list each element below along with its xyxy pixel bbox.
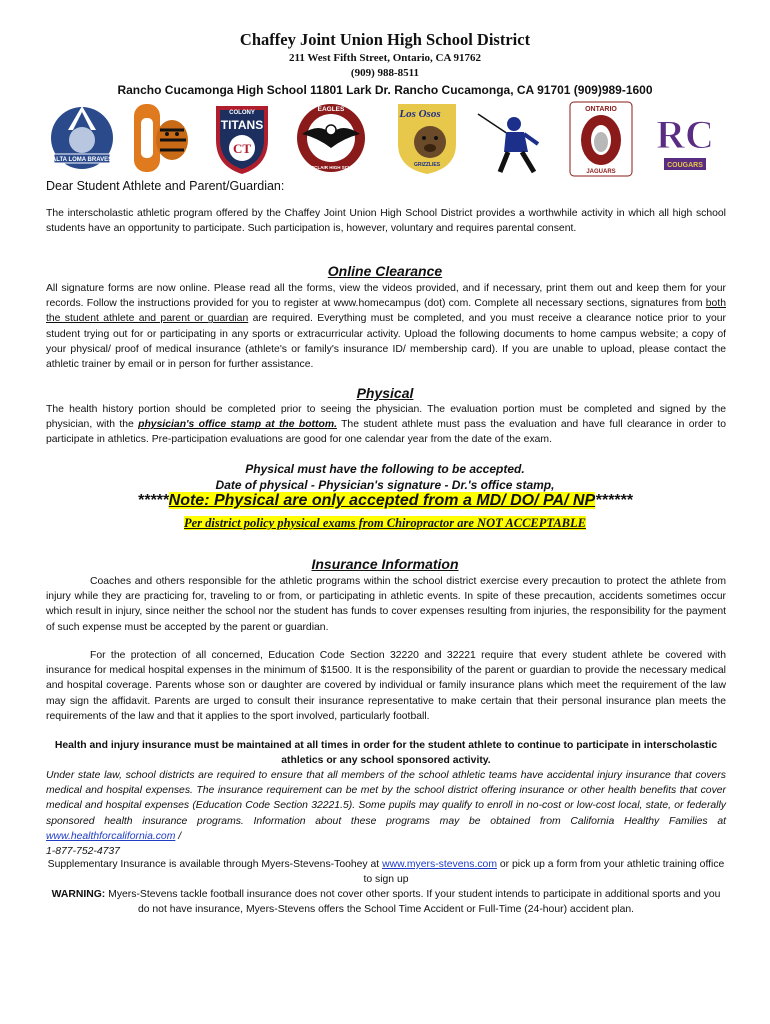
physical-requirement-2: Date of physical - Physician's signature - Dr.'s office stamp,: [215, 478, 555, 492]
policy-text: Per district policy physical exams from Chiropractor are NOT ACCEPTABLE: [184, 516, 586, 530]
montclair-eagles-logo: [290, 100, 372, 176]
insurance-bold-statement: Health and injury insurance must be maintained at all times in order for the student athlete to continue to participate in interscholastic athletics or any school sponsored activity.: [54, 740, 718, 767]
colony-logo-main: TITANS: [220, 118, 264, 132]
los-osos-logo: [392, 100, 462, 176]
los-osos-logo-sub: GRIZZLIES: [413, 162, 441, 168]
physical-heading: Physical: [356, 385, 414, 401]
online-clearance-paragraph: [46, 281, 726, 372]
los-osos-logo-text: Los Osos: [399, 108, 441, 120]
eagles-logo-text: EAGLES: [317, 106, 345, 113]
note-text: Note: Physical are only accepted from a MD/ DO/ PA/ NP: [168, 492, 596, 509]
rc-cougars-logo: [650, 100, 720, 178]
colony-logo-mono: CT: [232, 141, 252, 156]
online-p1: All signature forms are now online. Please read all the forms, view the videos provided, and if necessary, print them out and keep them for your records. Follow the instructions provided for you to register at www.homecampus (dot) com. Complete all necessary sections, signatures from: [46, 283, 726, 310]
greeting: Dear Student Athlete and Parent/Guardian:: [46, 179, 285, 193]
supp-text-2: or pick up a form from your athletic training office to sign up: [363, 859, 725, 886]
online-p1-rest: are required. Everything must be completed, and you must receive a clearance notice prior to your student trying out for or participating in any sports or extracurricular activity. Upload the following documents to home campus website; a copy of your physical/ proof of medical insurance (athlete's or family's insurance ID/ membership card). If you are unable to upload, please contact the athletic trainer by email or in person for further assistance.: [46, 313, 726, 371]
physical-p1: The health history portion should be completed prior to seeing the physician. The evaluation portion must be completed and signed by the physician, with the: [46, 404, 726, 431]
colony-titans-logo: [210, 100, 274, 176]
fencer-logo: [474, 100, 546, 176]
district-phone: (909) 988-8511: [350, 67, 420, 79]
physical-p1-emph: physician's office stamp at the bottom.: [138, 419, 337, 431]
online-p1-underline: both the student athlete and parent or guardian: [46, 298, 726, 325]
insurance-state-law: [46, 768, 726, 859]
alta-loma-logo: [46, 100, 118, 172]
healthy-families-phone: 1-877-752-4737: [46, 846, 120, 858]
rc-logo-sub: COUGARS: [667, 162, 703, 169]
supp-text-1: Supplementary Insurance is available through Myers-Stevens-Toohey at: [47, 859, 383, 870]
note-suffix: ******: [595, 492, 633, 509]
rc-logo-text: RC: [656, 112, 714, 157]
warning-paragraph: [46, 887, 726, 917]
ontario-logo-bottom: JAGUARS: [586, 169, 616, 175]
ontario-jaguars-logo: [566, 100, 636, 178]
ontario-logo-top: ONTARIO: [585, 106, 617, 113]
healthy-families-link[interactable]: www.healthforcalifornia.com: [46, 830, 176, 842]
insurance-p1: Coaches and others responsible for the athletic programs within the school district exercise every precaution to protect the athlete from injury while they are practicing for, traveling to or from, or participating in athletic events. In spite of these precaution, accidents sometimes occur which result in injury, since neither the school nor the student has funds to cover expenses resulting from injuries, the responsibility for the payment of such expense must be accepted by the parent or guardian.: [46, 576, 726, 633]
state-law-text: Under state law, school districts are required to ensure that all members of the school athletic teams have accidental injury insurance that covers medical and hospital expenses. The insurance requirement can be met by the school district offering insurance or other health benefits that cover medical and hospital expenses (Education Code Section 32221.5). Some pupils may qualify to enroll in no-cost or low-cost local, state, or federally sponsored health insurance programs. Information about these programs may be obtained from California Healthy Families at: [46, 770, 726, 827]
state-law-tail: /: [175, 830, 182, 842]
chaffey-tiger-logo: [130, 100, 190, 176]
school-logos: [46, 100, 726, 180]
montclair-logo-text: MONTCLAIR HIGH SCHOOL: [301, 165, 361, 170]
physical-note: [0, 492, 770, 510]
insurance-paragraph-1: [46, 574, 726, 635]
supplementary-insurance: [46, 857, 726, 887]
alta-loma-logo-text: ALTA LOMA BRAVES: [51, 157, 113, 163]
rancho-address: Rancho Cucamonga High School 11801 Lark Dr. Rancho Cucamonga, CA 91701 (909)989-1600: [117, 83, 653, 97]
chiropractor-policy: [0, 516, 770, 531]
insurance-paragraph-2: [46, 648, 726, 724]
physical-p1-rest: The student athlete must pass the evaluation and have full clearance in order to participate in athletics. Pre-participation evaluations are good for one calendar year from the date of the exam.: [46, 419, 726, 446]
warning-label: WARNING:: [51, 889, 106, 900]
insurance-heading: Insurance Information: [311, 556, 459, 572]
district-address: 211 West Fifth Street, Ontario, CA 91762: [288, 52, 482, 64]
insurance-p2: For the protection of all concerned, Education Code Section 32220 and 32221 require that every student athlete be covered with insurance for medical hospital expenses in the minimum of $1500. It is the responsibility of the parent or guardian to provide the necessary medical and hospital coverage. Parents whose son or daughter are covered by individual or family insurance plans which meet the requirement of the law may sign the affidavit. Parents are urged to consult their insurance representative to make certain that their personal insurance plan meets the requirements of the law and that it applies to the sport involved, particularly football.: [46, 650, 726, 722]
warning-text: Myers-Stevens tackle football insurance does not cover other sports. If your student intends to participate in additional sports and you do not have insurance, Myers-Stevens offers the School Time Accident or Full-Time (24-hour) accident plan.: [105, 889, 721, 916]
physical-paragraph: [46, 402, 726, 448]
district-title: Chaffey Joint Union High School District: [239, 30, 531, 49]
myers-stevens-link[interactable]: www.myers-stevens.com: [382, 859, 497, 870]
note-prefix: *****: [137, 492, 169, 509]
online-clearance-heading: Online Clearance: [327, 263, 443, 279]
colony-logo-top: COLONY: [229, 110, 255, 116]
intro-paragraph: The interscholastic athletic program offered by the Chaffey Joint Union High School District provides a worthwhile activity in which all high school students have an opportunity to participate. Such participation is, however, voluntary and requires parental consent.: [46, 208, 726, 235]
physical-requirement-1: Physical must have the following to be accepted.: [245, 462, 525, 476]
